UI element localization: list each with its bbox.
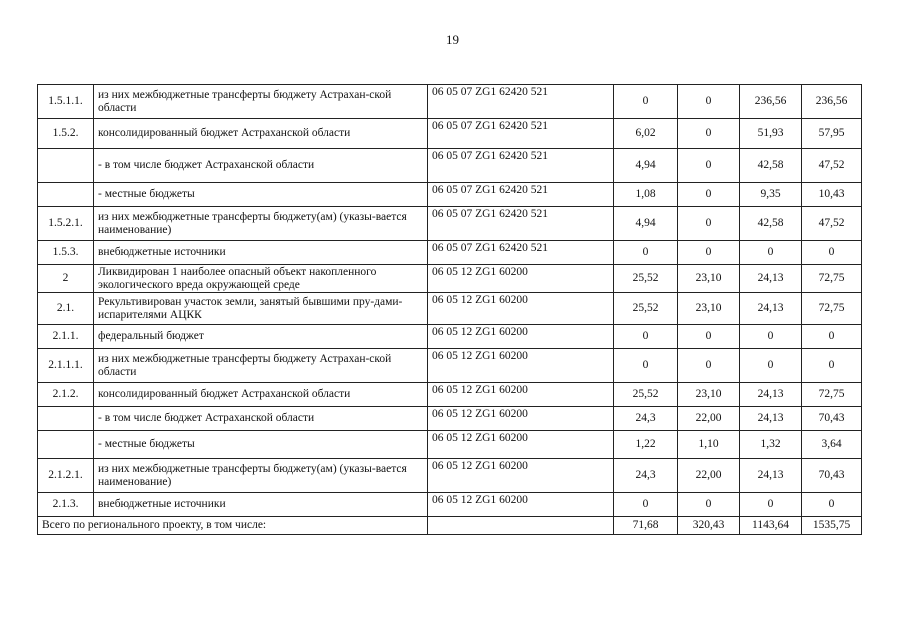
value-total-cell: 236,56	[802, 85, 862, 119]
value-cell-1: 0	[614, 349, 678, 383]
row-number-cell	[38, 183, 94, 207]
budget-code-cell: 06 05 12 ZG1 60200	[428, 431, 614, 459]
budget-code-cell: 06 05 12 ZG1 60200	[428, 459, 614, 493]
table-row	[38, 349, 862, 383]
table-row	[38, 459, 862, 493]
value-cell-1: 24,3	[614, 459, 678, 493]
row-number-cell	[38, 149, 94, 183]
row-description-cell: - в том числе бюджет Астраханской области	[94, 149, 428, 183]
value-cell-2: 0	[678, 149, 740, 183]
total-row	[38, 517, 862, 535]
value-cell-2: 0	[678, 493, 740, 517]
value-cell-1: 25,52	[614, 265, 678, 293]
value-cell-3: 0	[740, 241, 802, 265]
value-cell-3: 51,93	[740, 119, 802, 149]
value-cell-2: 22,00	[678, 459, 740, 493]
table-row	[38, 265, 862, 293]
budget-code-cell: 06 05 07 ZG1 62420 521	[428, 241, 614, 265]
row-description-cell: внебюджетные источники	[94, 241, 428, 265]
total-value-1: 71,68	[614, 517, 678, 535]
table-row	[38, 325, 862, 349]
value-cell-1: 0	[614, 493, 678, 517]
value-cell-2: 23,10	[678, 383, 740, 407]
value-total-cell: 47,52	[802, 207, 862, 241]
budget-code-cell: 06 05 12 ZG1 60200	[428, 293, 614, 325]
table-row	[38, 149, 862, 183]
total-value-2: 320,43	[678, 517, 740, 535]
budget-code-cell: 06 05 12 ZG1 60200	[428, 383, 614, 407]
row-number-cell	[38, 431, 94, 459]
value-cell-2: 23,10	[678, 293, 740, 325]
value-total-cell: 0	[802, 241, 862, 265]
budget-code-cell: 06 05 12 ZG1 60200	[428, 265, 614, 293]
row-description-cell: федеральный бюджет	[94, 325, 428, 349]
row-description-cell: из них межбюджетные трансферты бюджету Астрахан-ской области	[94, 349, 428, 383]
value-cell-1: 1,22	[614, 431, 678, 459]
budget-code-cell: 06 05 07 ZG1 62420 521	[428, 149, 614, 183]
row-number-cell: 2	[38, 265, 94, 293]
value-cell-3: 24,13	[740, 407, 802, 431]
budget-code-cell: 06 05 12 ZG1 60200	[428, 325, 614, 349]
table-row	[38, 183, 862, 207]
row-number-cell: 1.5.3.	[38, 241, 94, 265]
row-description-cell: внебюджетные источники	[94, 493, 428, 517]
value-total-cell: 0	[802, 349, 862, 383]
value-cell-1: 1,08	[614, 183, 678, 207]
value-total-cell: 0	[802, 493, 862, 517]
budget-code-cell: 06 05 12 ZG1 60200	[428, 493, 614, 517]
value-cell-2: 0	[678, 207, 740, 241]
value-cell-3: 0	[740, 493, 802, 517]
value-cell-3: 42,58	[740, 207, 802, 241]
budget-code-cell: 06 05 07 ZG1 62420 521	[428, 207, 614, 241]
row-description-cell: из них межбюджетные трансферты бюджету(ам) (указы-вается наименование)	[94, 459, 428, 493]
value-cell-1: 24,3	[614, 407, 678, 431]
value-total-cell: 70,43	[802, 407, 862, 431]
row-number-cell: 2.1.1.	[38, 325, 94, 349]
value-cell-3: 24,13	[740, 265, 802, 293]
value-cell-1: 6,02	[614, 119, 678, 149]
row-number-cell: 1.5.2.1.	[38, 207, 94, 241]
value-total-cell: 72,75	[802, 383, 862, 407]
value-cell-1: 4,94	[614, 149, 678, 183]
table-row	[38, 493, 862, 517]
value-cell-3: 42,58	[740, 149, 802, 183]
value-cell-2: 0	[678, 85, 740, 119]
value-total-cell: 72,75	[802, 265, 862, 293]
row-description-cell: из них межбюджетные трансферты бюджету Астрахан-ской области	[94, 85, 428, 119]
value-cell-1: 0	[614, 325, 678, 349]
value-total-cell: 3,64	[802, 431, 862, 459]
value-cell-1: 0	[614, 241, 678, 265]
budget-code-cell: 06 05 07 ZG1 62420 521	[428, 183, 614, 207]
total-code-cell	[428, 517, 614, 535]
value-cell-1: 4,94	[614, 207, 678, 241]
total-label: Всего по регионального проекту, в том числе:	[38, 517, 428, 535]
row-description-cell: консолидированный бюджет Астраханской области	[94, 119, 428, 149]
row-description-cell: Рекультивирован участок земли, занятый бывшими пру-дами-испарителями АЦКК	[94, 293, 428, 325]
budget-code-cell: 06 05 07 ZG1 62420 521	[428, 119, 614, 149]
row-number-cell: 1.5.1.1.	[38, 85, 94, 119]
value-cell-2: 0	[678, 325, 740, 349]
value-cell-2: 0	[678, 119, 740, 149]
value-total-cell: 10,43	[802, 183, 862, 207]
value-cell-1: 25,52	[614, 383, 678, 407]
table-row	[38, 207, 862, 241]
row-description-cell: - местные бюджеты	[94, 183, 428, 207]
budget-code-cell: 06 05 12 ZG1 60200	[428, 349, 614, 383]
value-cell-3: 0	[740, 325, 802, 349]
table-row	[38, 407, 862, 431]
table-row	[38, 293, 862, 325]
value-cell-3: 1,32	[740, 431, 802, 459]
row-number-cell	[38, 407, 94, 431]
total-value-sum: 1535,75	[802, 517, 862, 535]
value-cell-3: 9,35	[740, 183, 802, 207]
value-total-cell: 70,43	[802, 459, 862, 493]
row-number-cell: 2.1.2.1.	[38, 459, 94, 493]
row-description-cell: - в том числе бюджет Астраханской области	[94, 407, 428, 431]
value-cell-3: 24,13	[740, 383, 802, 407]
row-number-cell: 2.1.2.	[38, 383, 94, 407]
value-cell-2: 23,10	[678, 265, 740, 293]
value-cell-3: 0	[740, 349, 802, 383]
row-number-cell: 1.5.2.	[38, 119, 94, 149]
total-value-3: 1143,64	[740, 517, 802, 535]
value-cell-1: 0	[614, 85, 678, 119]
value-cell-2: 22,00	[678, 407, 740, 431]
value-cell-2: 0	[678, 183, 740, 207]
table-row	[38, 383, 862, 407]
table-row	[38, 241, 862, 265]
row-number-cell: 2.1.3.	[38, 493, 94, 517]
value-cell-3: 24,13	[740, 459, 802, 493]
table-row	[38, 431, 862, 459]
value-total-cell: 0	[802, 325, 862, 349]
value-cell-2: 0	[678, 241, 740, 265]
value-cell-3: 236,56	[740, 85, 802, 119]
page-number: 19	[446, 32, 459, 47]
value-total-cell: 47,52	[802, 149, 862, 183]
row-number-cell: 2.1.	[38, 293, 94, 325]
value-cell-1: 25,52	[614, 293, 678, 325]
value-total-cell: 57,95	[802, 119, 862, 149]
row-description-cell: - местные бюджеты	[94, 431, 428, 459]
value-cell-3: 24,13	[740, 293, 802, 325]
row-number-cell: 2.1.1.1.	[38, 349, 94, 383]
table-row	[38, 119, 862, 149]
row-description-cell: консолидированный бюджет Астраханской области	[94, 383, 428, 407]
row-description-cell: Ликвидирован 1 наиболее опасный объект накопленного экологического вреда окружающей среде	[94, 265, 428, 293]
budget-table	[37, 84, 862, 535]
value-total-cell: 72,75	[802, 293, 862, 325]
row-description-cell: из них межбюджетные трансферты бюджету(ам) (указы-вается наименование)	[94, 207, 428, 241]
value-cell-2: 1,10	[678, 431, 740, 459]
budget-code-cell: 06 05 12 ZG1 60200	[428, 407, 614, 431]
table-row	[38, 85, 862, 119]
value-cell-2: 0	[678, 349, 740, 383]
budget-code-cell: 06 05 07 ZG1 62420 521	[428, 85, 614, 119]
